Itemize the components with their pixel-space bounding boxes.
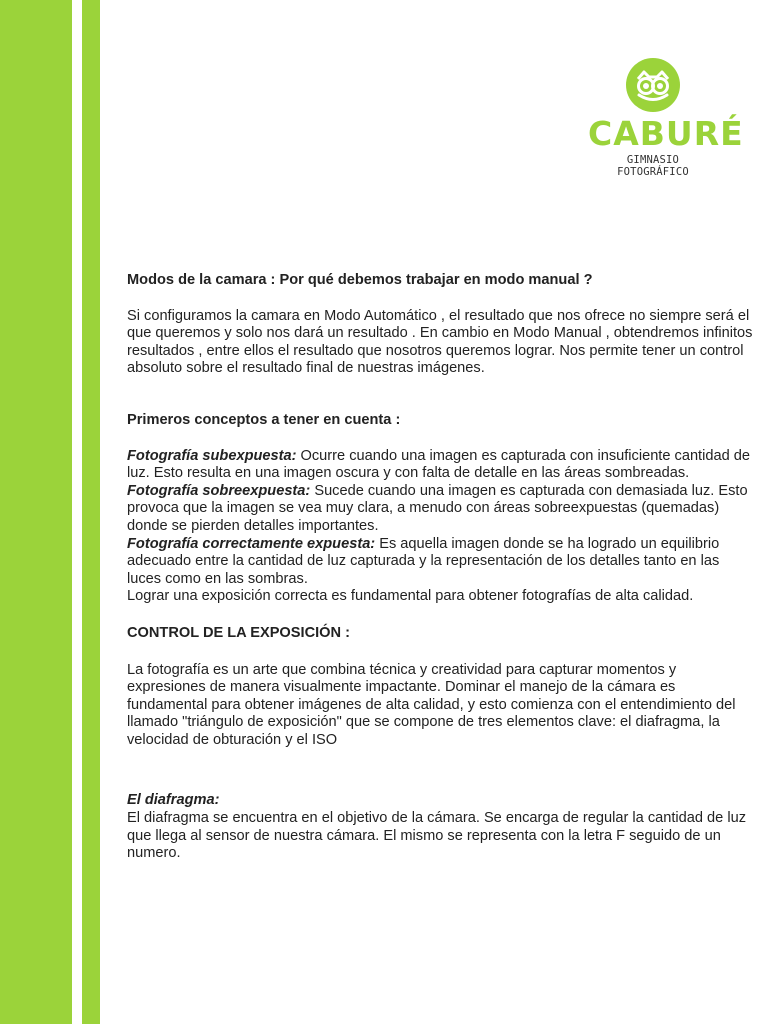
owl-camera-icon: [626, 58, 680, 112]
brand-tagline: GIMNASIO FOTOGRÁFICO: [617, 154, 689, 178]
heading-aperture: El diafragma:: [127, 792, 220, 809]
definition-list: [127, 448, 755, 606]
definition-item: [127, 483, 755, 536]
definition-item: [127, 536, 755, 589]
left-accent-stripe: [82, 0, 100, 1024]
definition-term: Fotografía sobreexpuesta:: [127, 482, 311, 499]
paragraph-exposure-control: La fotografía es un arte que combina técnica y creatividad para capturar momentos y expresiones de manera visualmente impactante. Dominar el manejo de la cámara es fundamental para obtener imágenes de alta calidad, y esto comienza con el entendimiento del llamado "triángulo de exposición" que se compone de tres elementos clave: el diafragma, la velocidad de obturación y el ISO: [127, 661, 736, 748]
left-accent-bar: [0, 0, 72, 1024]
definition-text: Sucede cuando una imagen es capturada con demasiada luz. Esto provoca que la imagen se vea muy clara, a menudo con áreas sobreexpuestas (quemadas) donde se pierden detalles importantes.: [127, 482, 748, 534]
exposure-closing-line: Lograr una exposición correcta es fundamental para obtener fotografías de alta calidad.: [127, 588, 694, 605]
heading-exposure-control: CONTROL DE LA EXPOSICIÓN :: [127, 624, 350, 641]
brand-name: CABURÉ: [588, 114, 744, 153]
heading-camera-modes: Modos de la camara : Por qué debemos trabajar en modo manual ?: [127, 272, 593, 288]
definition-term: Fotografía subexpuesta:: [127, 447, 297, 464]
paragraph-aperture: El diafragma se encuentra en el objetivo de la cámara. Se encarga de regular la cantidad de luz que llega al sensor de nuestra cámara. El mismo se representa con la letra F seguido de un numero.: [127, 810, 746, 862]
document-body: [127, 272, 755, 863]
definition-item: [127, 448, 755, 483]
definition-term: Fotografía correctamente expuesta:: [127, 535, 376, 552]
definition-text: Es aquella imagen donde se ha logrado un equilibrio adecuado entre la cantidad de luz capturada y la representación de los detalles tanto en las luces como en las sombras.: [127, 535, 720, 587]
heading-first-concepts: Primeros conceptos a tener en cuenta :: [127, 411, 401, 428]
paragraph-camera-modes: Si configuramos la camara en Modo Automático , el resultado que nos ofrece no siempre será el que queremos y solo nos dará un resultado . En cambio en Modo Manual , obtendremos infinitos resultados , entre ellos el resultado que nosotros queremos lograr. Nos permite tener un control absoluto sobre el resultado final de nuestras imágenes.: [127, 307, 753, 377]
brand-logo: [588, 58, 744, 178]
definition-text: Ocurre cuando una imagen es capturada con insuficiente cantidad de luz. Esto resulta en una imagen oscura y con falta de detalle en las áreas sombreadas.: [127, 447, 750, 482]
